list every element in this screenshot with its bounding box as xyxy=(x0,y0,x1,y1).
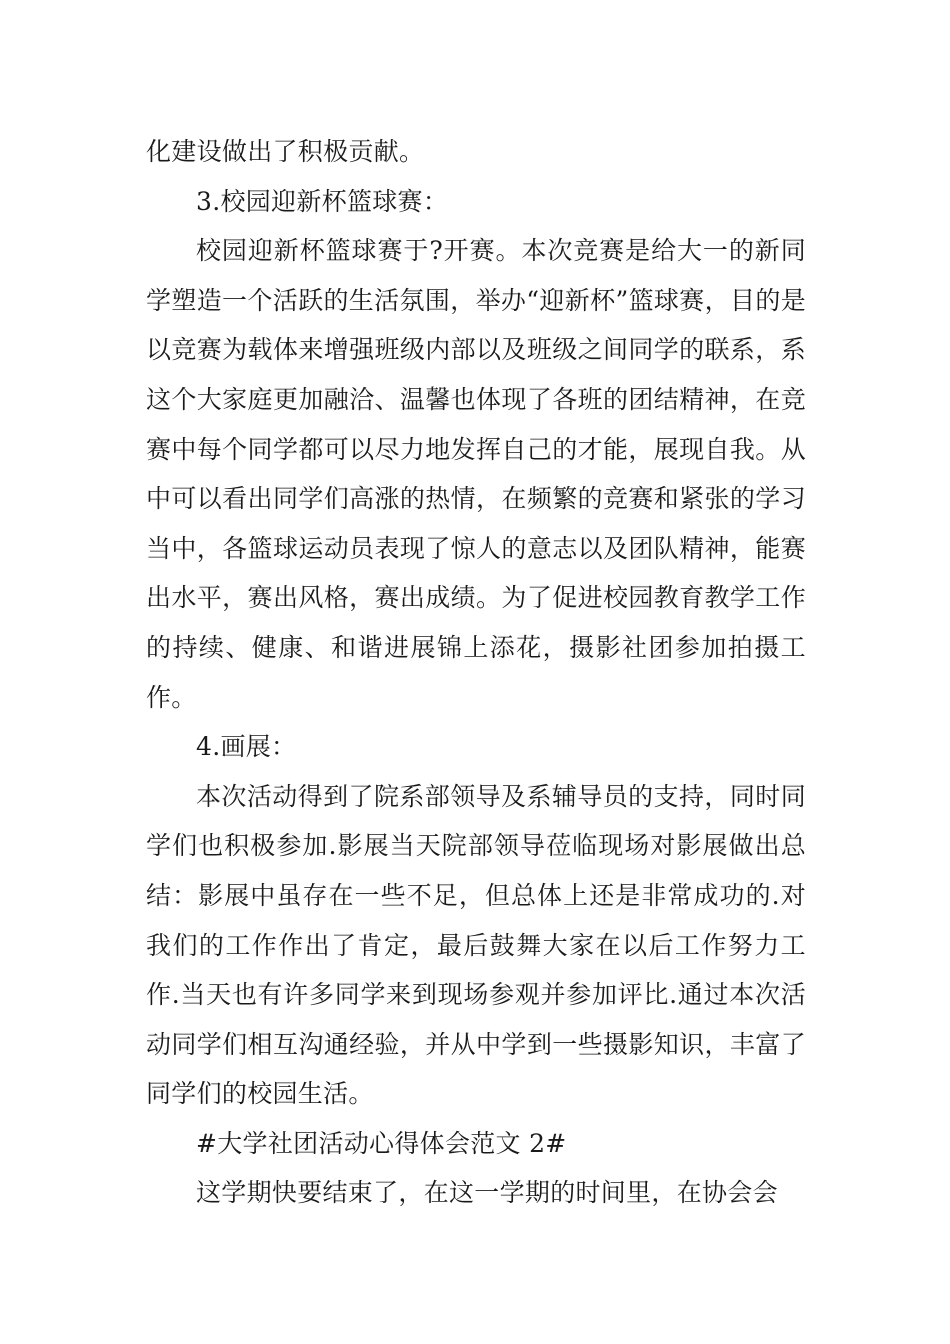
paragraph-essay-2-start: 这学期快要结束了，在这一学期的时间里，在协会会 xyxy=(196,1178,778,1208)
paragraph-continuation: 化建设做出了积极贡献。 xyxy=(146,137,425,166)
document-body xyxy=(146,127,806,1218)
section-heading-exhibition: 4.画展： xyxy=(196,732,297,762)
section-heading-basketball: 3.校园迎新杯篮球赛： xyxy=(196,186,449,216)
essay-title-2: #大学社团活动心得体会范文 2# xyxy=(196,1128,567,1158)
paragraph-basketball: 校园迎新杯篮球赛于?开赛。本次竞赛是给大一的新同学塑造一个活跃的生活氛围，举办“迎新杯”篮球赛，目的是以竞赛为载体来增强班级内部以及班级之间同学的联系，系这个大家庭更加融洽、温馨也体现了各班的团结精神，在竞赛中每个同学都可以尽力地发挥自己的才能，展现自我。从中可以看出同学们高涨的热情，在频繁的竞赛和紧张的学习当中，各篮球运动员表现了惊人的意志以及团队精神，能赛出水平，赛出风格，赛出成绩。为了促进校园教育教学工作的持续、健康、和谐进展锦上添花，摄影社团参加拍摄工作。 xyxy=(146,236,806,712)
paragraph-exhibition: 本次活动得到了院系部领导及系辅导员的支持，同时同学们也积极参加.影展当天院部领导莅临现场对影展做出总结：影展中虽存在一些不足，但总体上还是非常成功的.对我们的工作作出了肯定，最后鼓舞大家在以后工作努力工作.当天也有许多同学来到现场参观并参加评比.通过本次活动同学们相互沟通经验，并从中学到一些摄影知识，丰富了同学们的校园生活。 xyxy=(146,781,806,1109)
